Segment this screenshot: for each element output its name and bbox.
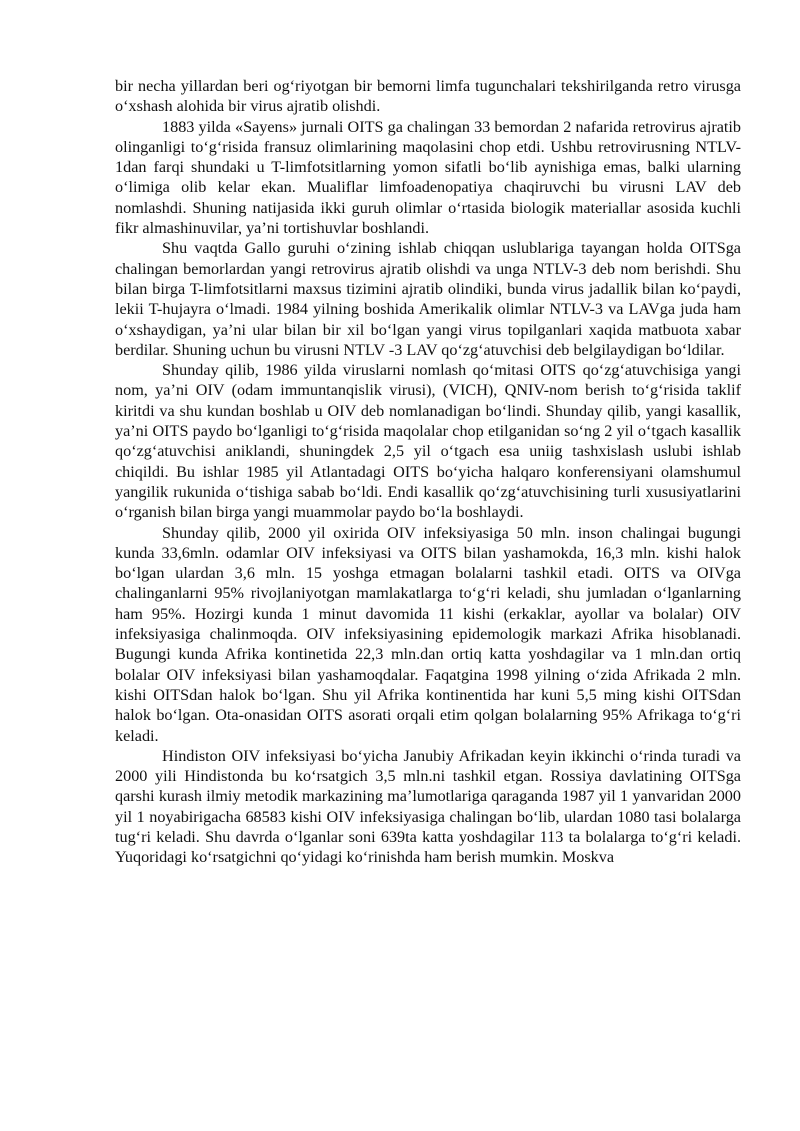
paragraph-continuation: bir necha yillardan beri og‘riyotgan bir bemorni limfa tugunchalari tekshirilganda retro virusga o‘xshash alohida bir virus ajratib olishdi. — [115, 77, 741, 116]
paragraph-retrovirus-1883: 1883 yilda «Sayens» jurnali OITS ga chalingan 33 bemordan 2 nafarida retrovirus ajratib olinganligi to‘g‘risida fransuz olimlarining maqolasini chop etdi. Ushbu retrovirusning NTLV-1dan farqi shundaki u T-limfotsitlarning yomon sifatli bo‘lib aynishiga emas, balki ularning o‘limiga olib kelar ekan. Mualiflar limfoadenopatiya chaqiruvchi bu virusni LAV deb nomlashdi. Shuning natijasida ikki guruh olimlar o‘rtasida biologik materiallar asosida kuchli fikr almashinuvilar, ya’ni tortishuvlar boshlandi. — [115, 117, 741, 238]
paragraph-oiv-naming: Shunday qilib, 1986 yilda viruslarni nomlash qo‘mitasi OITS qo‘zg‘atuvchisiga yangi nom, ya’ni OIV (odam immuntanqislik virusi), (VICH), QNIV-nom berish to‘g‘risida taklif kiritdi va shu kundan boshlab u OIV deb nomlanadigan bo‘lindi. Shunday qilib, yangi kasallik, ya’ni OITS paydo bo‘lganligi to‘g‘risida maqolalar chop etilganidan so‘ng 2 yil o‘tgach kasallik qo‘zg‘atuvchisi aniklandi, shuningdek 2,5 yil o‘tgach esa uniig tashxislash uslubi ishlab chiqildi. Bu ishlar 1985 yil Atlantadagi OITS bo‘yicha halqaro konferensiyani olamshumul yangilik rukunida o‘tishiga sabab bo‘ldi. Endi kasallik qo‘zg‘atuvchisining turli xususiyatlarini o‘rganish bilan birga yangi muammolar paydo bo‘la boshlaydi. — [115, 361, 741, 522]
paragraph-statistics-2000: Shunday qilib, 2000 yil oxirida OIV infeksiyasiga 50 mln. inson chalingai bugungi kunda 33,6mln. odamlar OIV infeksiyasi va OITS bilan yashamokda, 16,3 mln. kishi halok bo‘lgan ulardan 3,6 mln. 15 yoshga etmagan bolalarni tashkil etadi. OITS va OIVga chalinganlarni 95% rivojlaniyotgan mamlakatlarga to‘g‘ri keladi, shu jumladan o‘lganlarning ham 95%. Hozirgi kunda 1 minut davomida 11 kishi (erkaklar, ayollar va bolalar) OIV infeksiyasiga chalinmoqda. OIV infeksiyasining epidemologik markazi Afrika hisoblanadi. Bugungi kunda Afrika kontinetida 22,3 mln.dan ortiq katta yoshdagilar va 1 mln.dan ortiq bolalar OIV infeksiyasi bilan yashamoqdalar. Faqatgina 1998 yilning o‘zida Afrikada 2 mln. kishi OITSdan halok bo‘lgan. Shu yil Afrika kontinentida har kuni 5,5 ming kishi OITSdan halok bo‘lgan. Ota-onasidan OITS asorati orqali etim qolgan bolalarning 95% Afrikaga to‘g‘ri keladi. — [115, 523, 741, 745]
paragraph-gallo-group: Shu vaqtda Gallo guruhi o‘zining ishlab chiqqan uslublariga tayangan holda OITSga chalingan bemorlardan yangi retrovirus ajratib olishdi va unga NTLV-3 deb nom berishdi. Shu bilan birga T-limfotsitlarni maxsus tizimini ajratib olindiki, bunda virus jadallik bilan ko‘paydi, lekii T-hujayra o‘lmadi. 1984 yilning boshida Amerikalik olimlar NTLV-3 va LAVga juda ham o‘xshaydigan, ya’ni ular bilan bir xil bo‘lgan yangi virus topilganlari xaqida matbuota xabar berdilar. Shuning uchun bu virusni NTLV -3 LAV qo‘zg‘atuvchisi deb belgilaydigan bo‘ldilar. — [115, 239, 741, 359]
document-page — [115, 76, 741, 868]
paragraph-hindiston: Hindiston OIV infeksiyasi bo‘yicha Janubiy Afrikadan keyin ikkinchi o‘rinda turadi va 2000 yili Hindistonda bu ko‘rsatgich 3,5 mln.ni tashkil etgan. Rossiya davlatining OITSga qarshi kurash ilmiy metodik markazining ma’lumotlariga qaraganda 1987 yil 1 yanvaridan 2000 yil 1 noyabirigacha 68583 kishi OIV infeksiyasiga chalingan bo‘lib, ulardan 1080 tasi bolalarga tug‘ri keladi. Shu davrda o‘lganlar soni 639ta katta yoshdagilar 113 ta bolalarga to‘g‘ri keladi. Yuqoridagi ko‘rsatgichni qo‘yidagi ko‘rinishda ham berish mumkin. Moskva — [115, 746, 741, 867]
